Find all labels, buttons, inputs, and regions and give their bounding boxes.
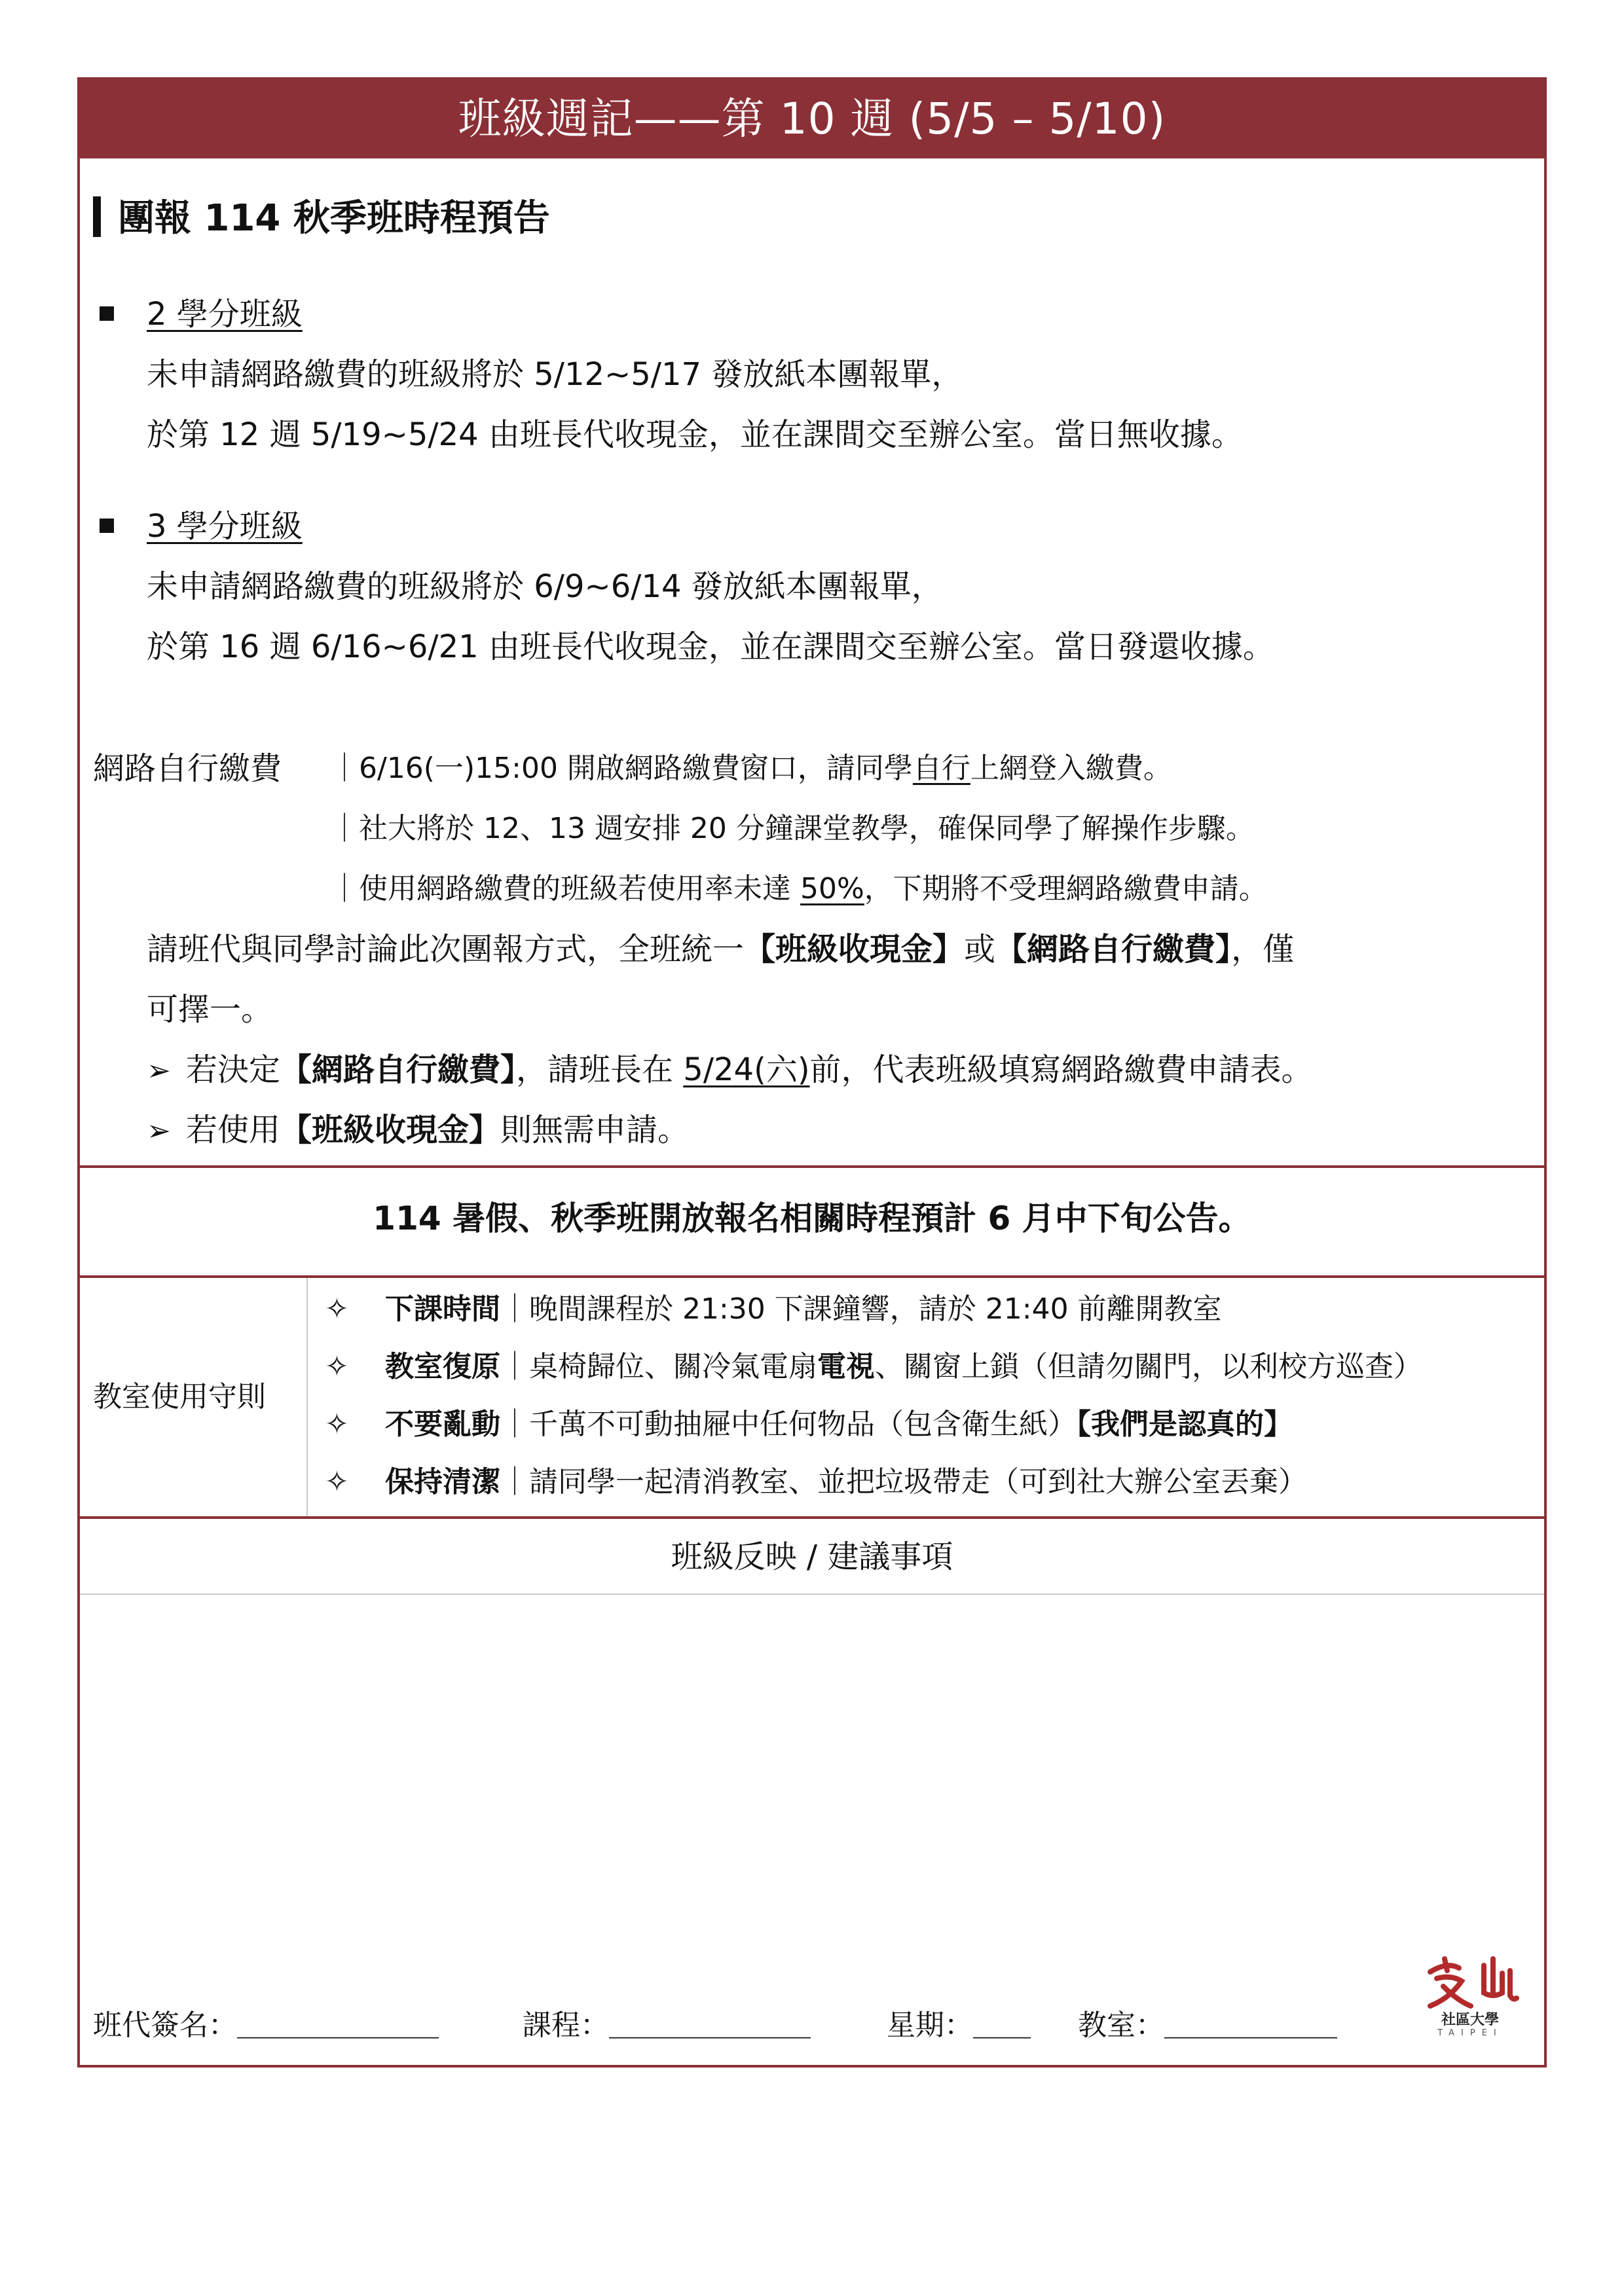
square-bullet-icon	[100, 306, 114, 321]
bullet-online: ➢ 若決定【網路自行繳費】，請班長在 5/24(六)前，代表班級填寫網路繳費申請表。	[147, 1044, 1313, 1097]
divider	[80, 1516, 1544, 1519]
logo-subtext: TAIPEI	[1437, 2028, 1503, 2038]
rule-item: ✧ 保持清潔｜請同學一起清消教室、並把垃圾帶走（可到社大辦公室丟棄）	[325, 1456, 1307, 1508]
arrow-bullet-icon: ➢	[147, 1114, 171, 1148]
discuss-line2: 可擇一。	[147, 991, 273, 1028]
divider	[80, 1165, 1544, 1168]
credit3-line1: 未申請網路繳費的班級將於 6/9~6/14 發放紙本團報單，	[147, 568, 943, 605]
announcement: 114 暑假、秋季班開放報名相關時程預計 6 月中下旬公告。	[373, 1199, 1251, 1237]
credit2-heading: 2 學分班級	[100, 288, 303, 340]
logo	[1421, 1952, 1519, 2044]
page-title: 班級週記——第 10 週 (5/5 – 5/10)	[80, 80, 1544, 158]
discuss-line1: 請班代與同學討論此次團報方式，全班統一【班級收現金】或【網路自行繳費】，僅	[147, 931, 1295, 968]
online-line2: ｜社大將於 12、13 週安排 20 分鐘課堂教學，確保同學了解操作步驟。	[330, 812, 1255, 845]
online-payment-label: 網路自行繳費	[93, 750, 282, 787]
sparkle-icon: ✧	[325, 1408, 349, 1441]
online-line3: ｜使用網路繳費的班級若使用率未達 50%，下期將不受理網路繳費申請。	[330, 872, 1268, 905]
sign-field[interactable]: 班代簽名：＿＿＿＿＿＿＿	[93, 2009, 439, 2042]
day-field[interactable]: 星期：＿＿	[887, 2009, 1031, 2042]
weekly-report-frame	[77, 77, 1547, 2068]
sparkle-icon: ✧	[325, 1350, 349, 1383]
sparkle-icon: ✧	[325, 1465, 349, 1499]
square-bullet-icon	[100, 519, 114, 533]
logo-text: 社區大學	[1441, 2011, 1499, 2028]
credit3-heading: 3 學分班級	[100, 500, 303, 553]
rule-item: ✧ 不要亂動｜千萬不可動抽屜中任何物品（包含衛生紙）【我們是認真的】	[325, 1398, 1293, 1451]
title-bar-icon	[93, 196, 101, 237]
rules-column-divider	[306, 1278, 308, 1516]
feedback-area[interactable]	[80, 1596, 1544, 1963]
credit2-line1: 未申請網路繳費的班級將於 5/12~5/17 發放紙本團報單，	[147, 356, 963, 393]
credit2-line2: 於第 12 週 5/19~5/24 由班長代收現金，並在課間交至辦公室。當日無收據。	[147, 416, 1243, 453]
feedback-divider	[80, 1594, 1544, 1595]
room-field[interactable]: 教室：＿＿＿＿＿＿	[1078, 2009, 1337, 2042]
divider	[80, 1275, 1544, 1278]
online-line1: ｜6/16(一)15:00 開啟網路繳費窗口，請同學自行上網登入繳費。	[330, 752, 1172, 785]
credit3-line2: 於第 16 週 6/16~6/21 由班長代收現金，並在課間交至辦公室。當日發還收據。	[147, 629, 1274, 665]
arrow-bullet-icon: ➢	[147, 1054, 171, 1087]
feedback-title: 班級反映 / 建議事項	[671, 1539, 953, 1575]
course-field[interactable]: 課程：＿＿＿＿＿＿＿	[523, 2009, 811, 2042]
logo-mark-icon	[1421, 1952, 1519, 2011]
bullet-cash: ➢ 若使用【班級收現金】則無需申請。	[147, 1104, 689, 1157]
rule-item: ✧ 下課時間｜晚間課程於 21:30 下課鐘響，請於 21:40 前離開教室	[325, 1283, 1222, 1336]
sparkle-icon: ✧	[325, 1292, 349, 1326]
section-title: 團報 114 秋季班時程預告	[93, 192, 550, 245]
rule-item: ✧ 教室復原｜桌椅歸位、關冷氣電扇電視、關窗上鎖（但請勿關門，以利校方巡查）	[325, 1341, 1422, 1393]
rules-label: 教室使用守則	[93, 1380, 266, 1413]
